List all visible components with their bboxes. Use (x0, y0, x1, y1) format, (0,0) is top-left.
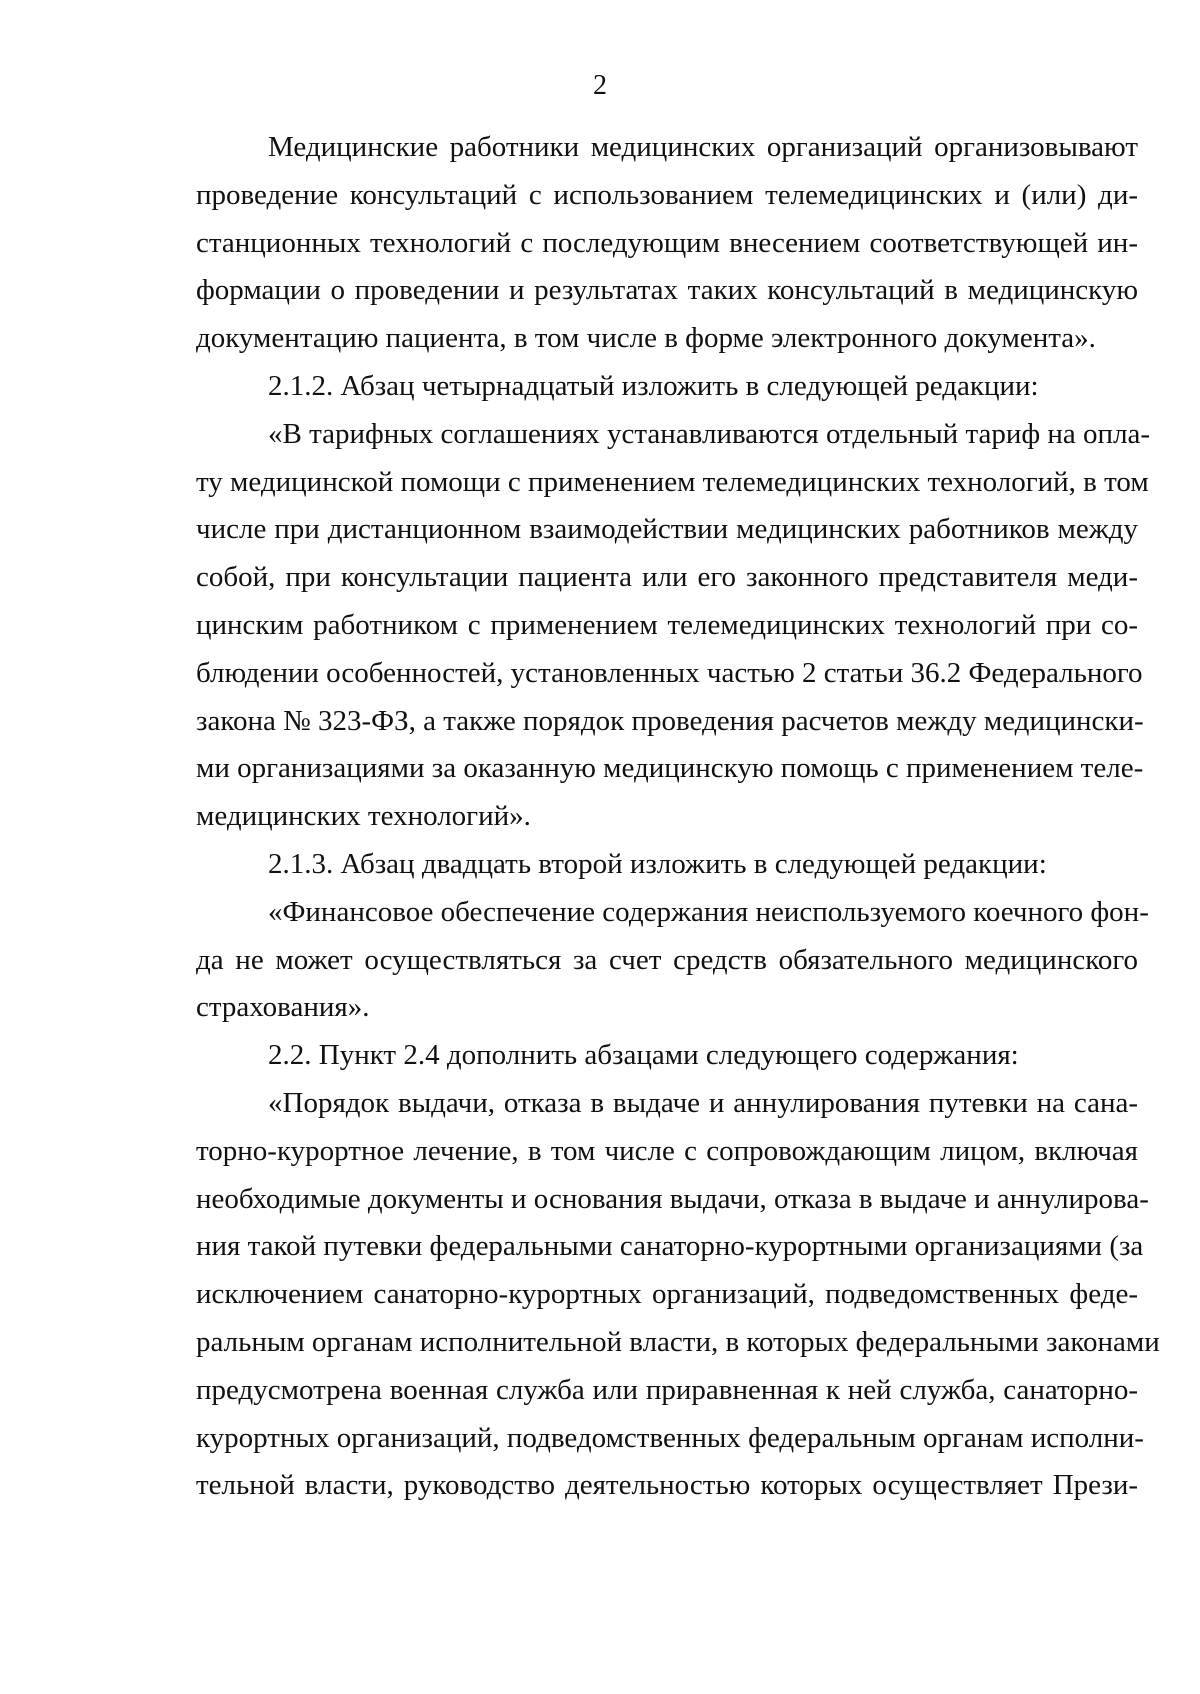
text-line: блюдении особенностей, установленных частью 2 статьи 36.2 Федерального (196, 656, 1143, 689)
text-line: собой, при консультации пациента или его законного представителя меди- (196, 561, 1138, 594)
paragraph-7 (196, 1080, 1160, 1510)
text-line: медицинских технологий». (196, 800, 531, 833)
text-line: ту медицинской помощи с применением телемедицинских технологий, в том (196, 465, 1149, 498)
text-line: исключением санаторно-курортных организаций, подведомственных феде- (196, 1278, 1138, 1311)
paragraph-4 (196, 841, 1138, 889)
page-number: 2 (593, 70, 607, 101)
paragraph-3 (196, 411, 1151, 841)
text-line: «Порядок выдачи, отказа в выдаче и аннулирования путевки на сана- (268, 1086, 1138, 1119)
text-line: «Финансовое обеспечение содержания неиспользуемого коечного фон- (268, 895, 1149, 928)
paragraph-1 (196, 124, 1138, 363)
text-line: «В тарифных соглашениях устанавливаются отдельный тариф на опла- (268, 417, 1151, 450)
paragraph-6 (196, 1032, 1138, 1080)
text-line: да не может осуществляться за счет средств обязательного медицинского (196, 943, 1138, 976)
text-line: ния такой путевки федеральными санаторно-курортными организациями (за (196, 1230, 1144, 1263)
text-line: ральным органам исполнительной власти, в которых федеральными законами (196, 1325, 1160, 1358)
text-line: 2.2. Пункт 2.4 дополнить абзацами следующего содержания: (268, 1039, 1019, 1072)
text-line: предусмотрена военная служба или приравненная к ней служба, санаторно- (196, 1373, 1138, 1406)
text-line: 2.1.3. Абзац двадцать второй изложить в следующей редакции: (268, 847, 1047, 880)
text-line: торно-курортное лечение, в том числе с сопровождающим лицом, включая (196, 1134, 1138, 1167)
paragraph-5 (196, 889, 1149, 1032)
text-line: документацию пациента, в том числе в форме электронного документа». (196, 322, 1096, 355)
text-line: формации о проведении и результатах таких консультаций в медицинскую (196, 274, 1138, 307)
text-line: ми организациями за оказанную медицинскую помощь с применением теле- (196, 752, 1144, 785)
text-line: тельной власти, руководство деятельностью которых осуществляет Прези- (196, 1469, 1138, 1502)
text-line: цинским работником с применением телемедицинских технологий при со- (196, 608, 1138, 641)
text-line: закона № 323-ФЗ, а также порядок проведения расчетов между медицински- (196, 704, 1144, 737)
text-line: необходимые документы и основания выдачи, отказа в выдаче и аннулирова- (196, 1182, 1149, 1215)
text-line: 2.1.2. Абзац четырнадцатый изложить в следующей редакции: (268, 369, 1039, 402)
paragraph-2 (196, 363, 1138, 411)
text-line: страхования». (196, 991, 370, 1024)
text-line: станционных технологий с последующим внесением соответствующей ин- (196, 226, 1138, 259)
text-line: числе при дистанционном взаимодействии медицинских работников между (196, 513, 1138, 546)
document-body (196, 124, 1160, 1510)
text-line: проведение консультаций с использованием телемедицинских и (или) ди- (196, 178, 1138, 211)
text-line: курортных организаций, подведомственных федеральным органам исполни- (196, 1421, 1144, 1454)
text-line: Медицинские работники медицинских организаций организовывают (268, 131, 1138, 163)
